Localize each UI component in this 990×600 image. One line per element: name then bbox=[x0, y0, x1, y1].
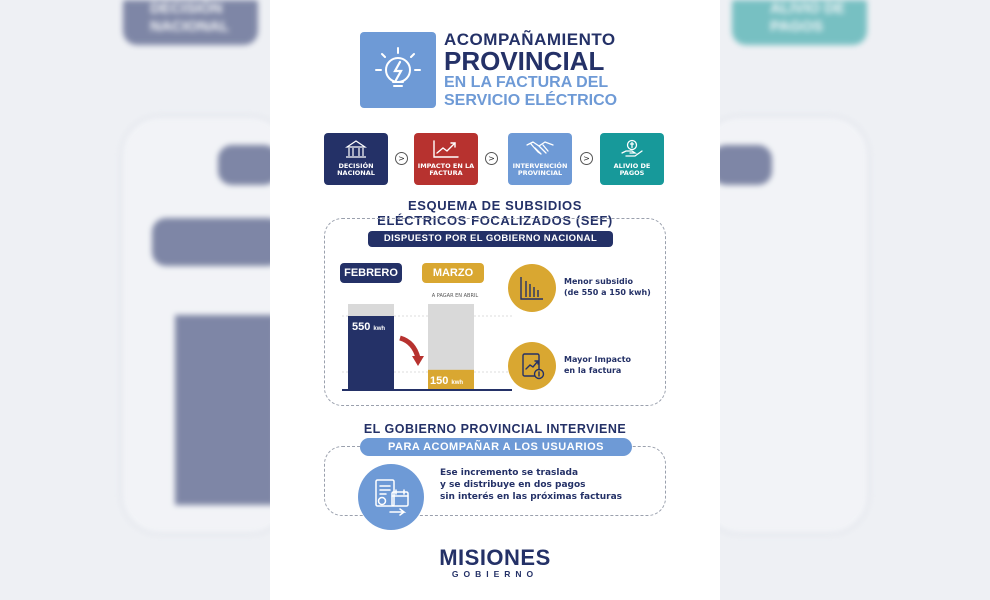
title-line-4: SERVICIO ELÉCTRICO bbox=[444, 92, 618, 109]
dispuesto-banner: DISPUESTO POR EL GOBIERNO NACIONAL bbox=[368, 231, 613, 247]
bg-text-left: DECISIÓN NACIONAL bbox=[150, 0, 230, 35]
title-line-2: PROVINCIAL bbox=[444, 46, 605, 76]
chevron-right-icon: > bbox=[395, 152, 408, 165]
step-decision-nacional bbox=[324, 133, 388, 185]
step-intervencion-provincial bbox=[508, 133, 572, 185]
incremento-line-2: y se distribuye en dos pagos bbox=[440, 480, 586, 490]
note2-line-1: Mayor Impacto bbox=[564, 355, 632, 364]
step-impacto-factura bbox=[414, 133, 478, 185]
menor-subsidio-note bbox=[564, 276, 651, 298]
incremento-text bbox=[440, 467, 622, 503]
chevron-right-icon: > bbox=[485, 152, 498, 165]
title-line-1: ACOMPAÑAMIENTO bbox=[444, 30, 616, 49]
incremento-line-3: sin interés en las próximas facturas bbox=[440, 492, 623, 502]
step-label: IMPACTO EN LA FACTURA bbox=[417, 162, 475, 177]
process-steps bbox=[324, 133, 666, 185]
logo-sub: GOBIERNO bbox=[451, 569, 539, 579]
bg-text-right: ALIVIO DE PAGOS bbox=[770, 0, 846, 35]
chevron-right-icon: > bbox=[580, 152, 593, 165]
mar-unit: kwh bbox=[451, 380, 464, 386]
split-payment-icon bbox=[358, 464, 424, 530]
decrease-arrow-icon bbox=[400, 338, 418, 358]
logo-name: MISIONES bbox=[439, 545, 551, 570]
lightbulb-icon bbox=[360, 32, 436, 108]
title-line-3: EN LA FACTURA DEL bbox=[444, 74, 609, 91]
bg-pill-center-left bbox=[218, 145, 278, 185]
header bbox=[360, 30, 650, 110]
step-label: DECISIÓN NACIONAL bbox=[337, 162, 375, 177]
mayor-impacto-note bbox=[564, 354, 631, 376]
marzo-label: MARZO bbox=[422, 263, 484, 283]
bg-febrero-pill bbox=[152, 218, 282, 266]
government-building-icon bbox=[345, 139, 367, 159]
febrero-label: FEBRERO bbox=[340, 263, 402, 283]
rising-chart-icon bbox=[432, 139, 460, 159]
feb-unit: kwh bbox=[373, 326, 386, 332]
misiones-gobierno-logo bbox=[270, 545, 720, 579]
acompanar-banner: PARA ACOMPAÑAR A LOS USUARIOS bbox=[360, 438, 632, 456]
bg-bar bbox=[175, 315, 275, 505]
feb-value: 550 bbox=[352, 321, 371, 333]
gobierno-title: EL GOBIERNO PROVINCIAL INTERVIENE bbox=[363, 422, 627, 436]
mar-value: 150 bbox=[430, 375, 449, 387]
note2-line-2: en la factura bbox=[564, 366, 622, 375]
poster bbox=[270, 0, 720, 600]
step-alivio-pagos bbox=[600, 133, 664, 185]
invoice-icon bbox=[508, 342, 556, 390]
sef-title-line-1: ESQUEMA DE SUBSIDIOS bbox=[407, 198, 583, 213]
handshake-icon bbox=[526, 139, 554, 159]
bg-pill-center-right bbox=[712, 145, 772, 185]
hand-coin-icon bbox=[620, 139, 644, 159]
step-label: INTERVENCIÓN PROVINCIAL bbox=[512, 162, 568, 177]
note1-line-1: Menor subsidio bbox=[564, 277, 633, 286]
page-title bbox=[444, 30, 617, 110]
pagar-abril-note: A PAGAR EN ABRIL bbox=[431, 293, 479, 299]
sef-title-line-2: ELÉCTRICOS FOCALIZADOS (SEF) bbox=[377, 213, 613, 228]
note1-line-2: (de 550 a 150 kwh) bbox=[564, 288, 651, 297]
step-label: ALIVIO DE PAGOS bbox=[613, 162, 651, 177]
kwh-bar-chart bbox=[342, 300, 512, 395]
decreasing-bars-icon bbox=[508, 264, 556, 312]
incremento-line-1: Ese incremento se traslada bbox=[440, 468, 579, 478]
